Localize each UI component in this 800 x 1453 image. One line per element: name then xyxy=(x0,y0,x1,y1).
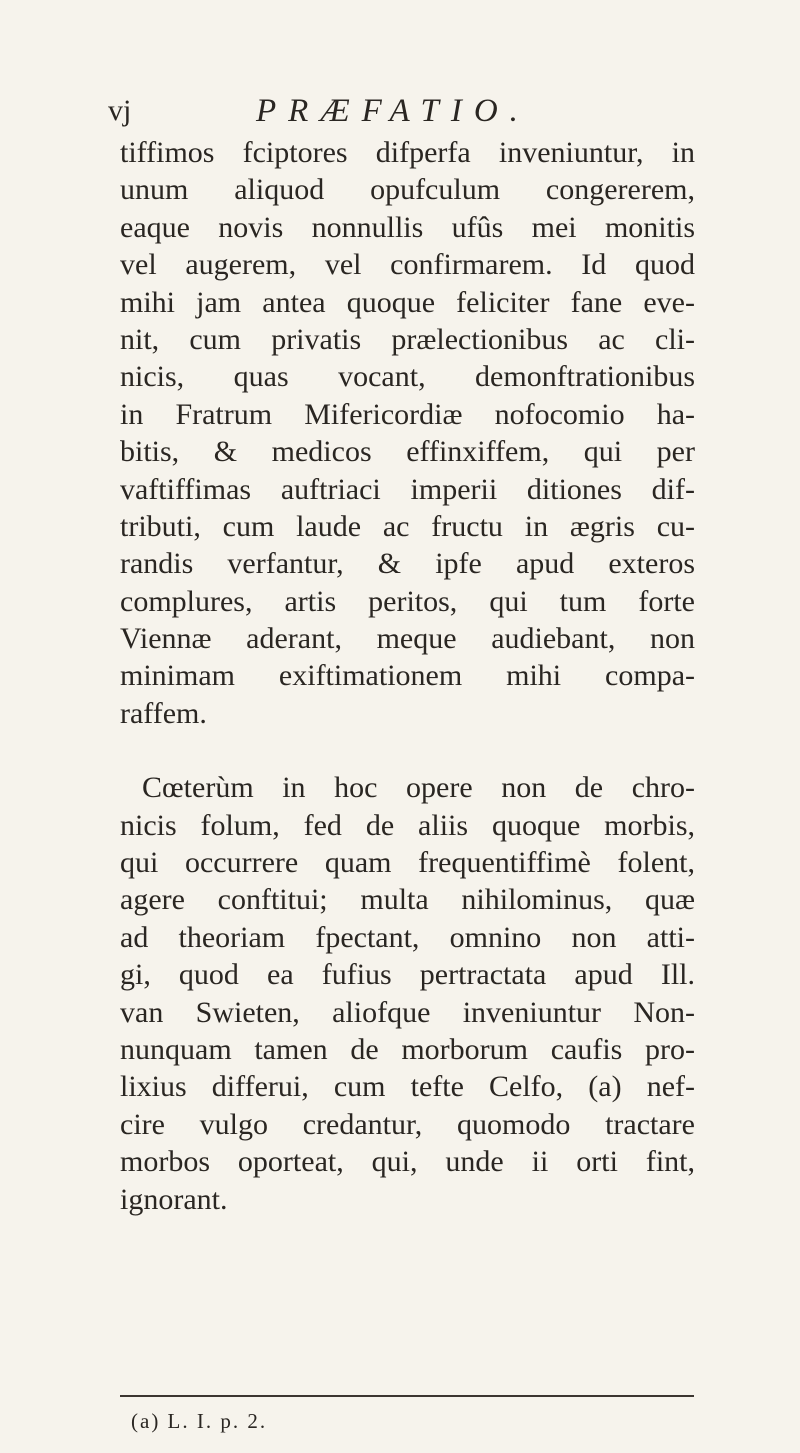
text-line: qui occurrere quam frequentiffimè folent, xyxy=(120,846,695,880)
paragraph-2 xyxy=(120,769,695,1218)
text-line: Viennæ aderant, meque audiebant, non xyxy=(120,622,695,656)
paragraph-1 xyxy=(120,134,695,732)
text-line: raffem. xyxy=(120,696,207,730)
text-line: vaftiffimas auftriaci imperii ditiones dif- xyxy=(120,472,695,506)
text-line: complures, artis peritos, qui tum forte xyxy=(120,584,695,618)
text-line: morbos oporteat, qui, unde ii orti fint, xyxy=(120,1145,695,1179)
body-text xyxy=(120,134,695,1218)
footnote: (a) L. I. p. 2. xyxy=(131,1409,268,1433)
text-line: bitis, & medicos effinxiffem, qui per xyxy=(120,435,695,469)
text-line: tiffimos fciptores difperfa inveniuntur, in xyxy=(120,136,695,169)
text-line: nicis, quas vocant, demonftrationibus xyxy=(120,360,695,394)
text-line: agere conftitui; multa nihilominus, quæ xyxy=(120,883,695,917)
footnote-divider xyxy=(120,1395,694,1397)
text-line: vel augerem, vel confirmarem. Id quod xyxy=(120,248,695,282)
text-line: minimam exiftimationem mihi compa- xyxy=(120,659,695,693)
text-line: tributi, cum laude ac fructu in ægris cu- xyxy=(120,509,695,543)
text-line: ad theoriam fpectant, omnino non atti- xyxy=(120,920,695,954)
text-line: van Swieten, aliofque inveniuntur Non- xyxy=(120,995,695,1029)
text-line: nit, cum privatis prælectionibus ac cli- xyxy=(120,322,695,356)
text-line: nunquam tamen de morborum caufis pro- xyxy=(120,1032,695,1066)
text-line: mihi jam antea quoque feliciter fane eve- xyxy=(120,285,695,319)
text-line: eaque novis nonnullis ufûs mei monitis xyxy=(120,210,695,244)
page-header xyxy=(108,86,668,136)
text-line: unum aliquod opufculum congererem, xyxy=(120,173,695,207)
page-number: vj xyxy=(108,94,132,127)
running-title: PRÆFATIO. xyxy=(256,93,530,129)
text-line: cire vulgo credantur, quomodo tractare xyxy=(120,1107,695,1141)
text-line: ignorant. xyxy=(120,1182,228,1216)
text-line: randis verfantur, & ipfe apud exteros xyxy=(120,547,695,581)
text-line: gi, quod ea fufius pertractata apud Ill. xyxy=(120,958,695,992)
text-line: in Fratrum Mifericordiæ nofocomio ha- xyxy=(120,397,695,431)
text-line: nicis folum, fed de aliis quoque morbis, xyxy=(120,808,695,842)
paragraph-spacer xyxy=(120,732,695,769)
text-line: lixius differui, cum tefte Celfo, (a) nef- xyxy=(120,1070,695,1104)
text-line: Cœterùm in hoc opere non de chro- xyxy=(142,771,695,805)
